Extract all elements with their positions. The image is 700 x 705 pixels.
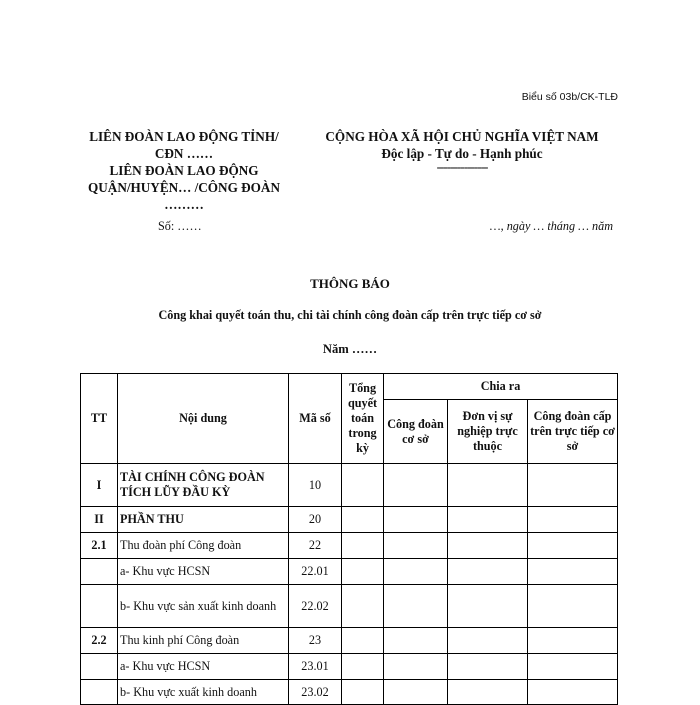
row-content: a- Khu vực HCSN <box>118 559 289 585</box>
agency-line-2: CĐN …… <box>154 146 214 161</box>
issuing-agency-header <box>78 128 290 213</box>
row-tt: 2.2 <box>81 628 118 654</box>
agency-line-1: LIÊN ĐOÀN LAO ĐỘNG TỈNH/ <box>89 129 279 144</box>
row-content: a- Khu vực HCSN <box>118 654 289 680</box>
row-tt: II <box>81 507 118 533</box>
date-line: …, ngày … tháng … năm <box>489 219 613 233</box>
row-cell <box>384 464 448 507</box>
row-content: Thu đoàn phí Công đoàn <box>118 533 289 559</box>
row-tt <box>81 680 118 705</box>
row-cell <box>448 628 528 654</box>
row-cell <box>342 464 384 507</box>
row-cell <box>528 533 618 559</box>
row-cell <box>528 559 618 585</box>
row-cell <box>384 507 448 533</box>
row-cell <box>384 628 448 654</box>
row-content: b- Khu vực xuất kinh doanh <box>118 680 289 705</box>
row-tt: I <box>81 464 118 507</box>
row-cell <box>342 628 384 654</box>
row-cell <box>342 585 384 628</box>
row-cell <box>384 654 448 680</box>
row-tt <box>81 585 118 628</box>
document-number: Số: …… <box>158 219 202 233</box>
row-content: b- Khu vực sản xuất kinh doanh <box>118 585 289 628</box>
row-code: 22.02 <box>289 585 342 628</box>
row-cell <box>528 507 618 533</box>
row-code: 20 <box>289 507 342 533</box>
table-row <box>81 507 618 533</box>
agency-line-5: ……… <box>164 197 204 212</box>
table-row <box>81 628 618 654</box>
national-header <box>300 128 624 172</box>
header-affiliated-units: Đơn vị sự nghiệp trực thuộc <box>448 400 528 464</box>
table-row <box>81 654 618 680</box>
agency-line-4: QUẬN/HUYỆN… /CÔNG ĐOÀN <box>88 180 280 195</box>
row-cell <box>528 680 618 705</box>
row-cell <box>448 464 528 507</box>
row-cell <box>384 680 448 705</box>
row-code: 10 <box>289 464 342 507</box>
header-code: Mã số <box>289 374 342 464</box>
row-cell <box>384 533 448 559</box>
row-cell <box>448 533 528 559</box>
form-code: Biểu số 03b/CK-TLĐ <box>521 91 618 103</box>
row-tt <box>81 654 118 680</box>
header-upper-union: Công đoàn cấp trên trực tiếp cơ sở <box>528 400 618 464</box>
row-cell <box>448 507 528 533</box>
row-cell <box>448 559 528 585</box>
row-code: 23.01 <box>289 654 342 680</box>
settlement-table <box>80 373 618 705</box>
row-cell <box>448 680 528 705</box>
national-motto: Độc lập - Tự do - Hạnh phúc <box>381 146 543 161</box>
row-code: 23.02 <box>289 680 342 705</box>
header-total: Tổng quyết toán trong kỳ <box>342 374 384 464</box>
row-content: Thu kinh phí Công đoàn <box>118 628 289 654</box>
notice-year: Năm …… <box>322 342 378 356</box>
row-code: 23 <box>289 628 342 654</box>
row-tt: 2.1 <box>81 533 118 559</box>
header-divider: --------------- <box>436 159 488 174</box>
header-grassroots-union: Công đoàn cơ sở <box>384 400 448 464</box>
row-cell <box>342 507 384 533</box>
row-tt <box>81 559 118 585</box>
header-tt: TT <box>81 374 118 464</box>
row-cell <box>384 559 448 585</box>
row-code: 22 <box>289 533 342 559</box>
row-content: PHẦN THU <box>118 507 289 533</box>
notice-title: THÔNG BÁO <box>310 276 390 291</box>
row-cell <box>448 654 528 680</box>
table-row <box>81 680 618 705</box>
table-row <box>81 533 618 559</box>
notice-subtitle: Công khai quyết toán thu, chi tài chính công đoàn cấp trên trực tiếp cơ sở <box>158 308 542 322</box>
table-row <box>81 464 618 507</box>
country-name: CỘNG HÒA XÃ HỘI CHỦ NGHĨA VIỆT NAM <box>325 129 599 144</box>
row-cell <box>528 585 618 628</box>
row-code: 22.01 <box>289 559 342 585</box>
row-cell <box>342 680 384 705</box>
row-cell <box>528 464 618 507</box>
row-cell <box>342 559 384 585</box>
agency-line-3: LIÊN ĐOÀN LAO ĐỘNG <box>109 163 259 178</box>
header-content: Nội dung <box>118 374 289 464</box>
row-cell <box>342 654 384 680</box>
table-row <box>81 585 618 628</box>
row-content: TÀI CHÍNH CÔNG ĐOÀN TÍCH LŨY ĐẦU KỲ <box>118 464 289 507</box>
header-breakdown: Chia ra <box>384 374 618 400</box>
row-cell <box>528 654 618 680</box>
row-cell <box>448 585 528 628</box>
row-cell <box>528 628 618 654</box>
row-cell <box>342 533 384 559</box>
row-cell <box>384 585 448 628</box>
table-row <box>81 559 618 585</box>
